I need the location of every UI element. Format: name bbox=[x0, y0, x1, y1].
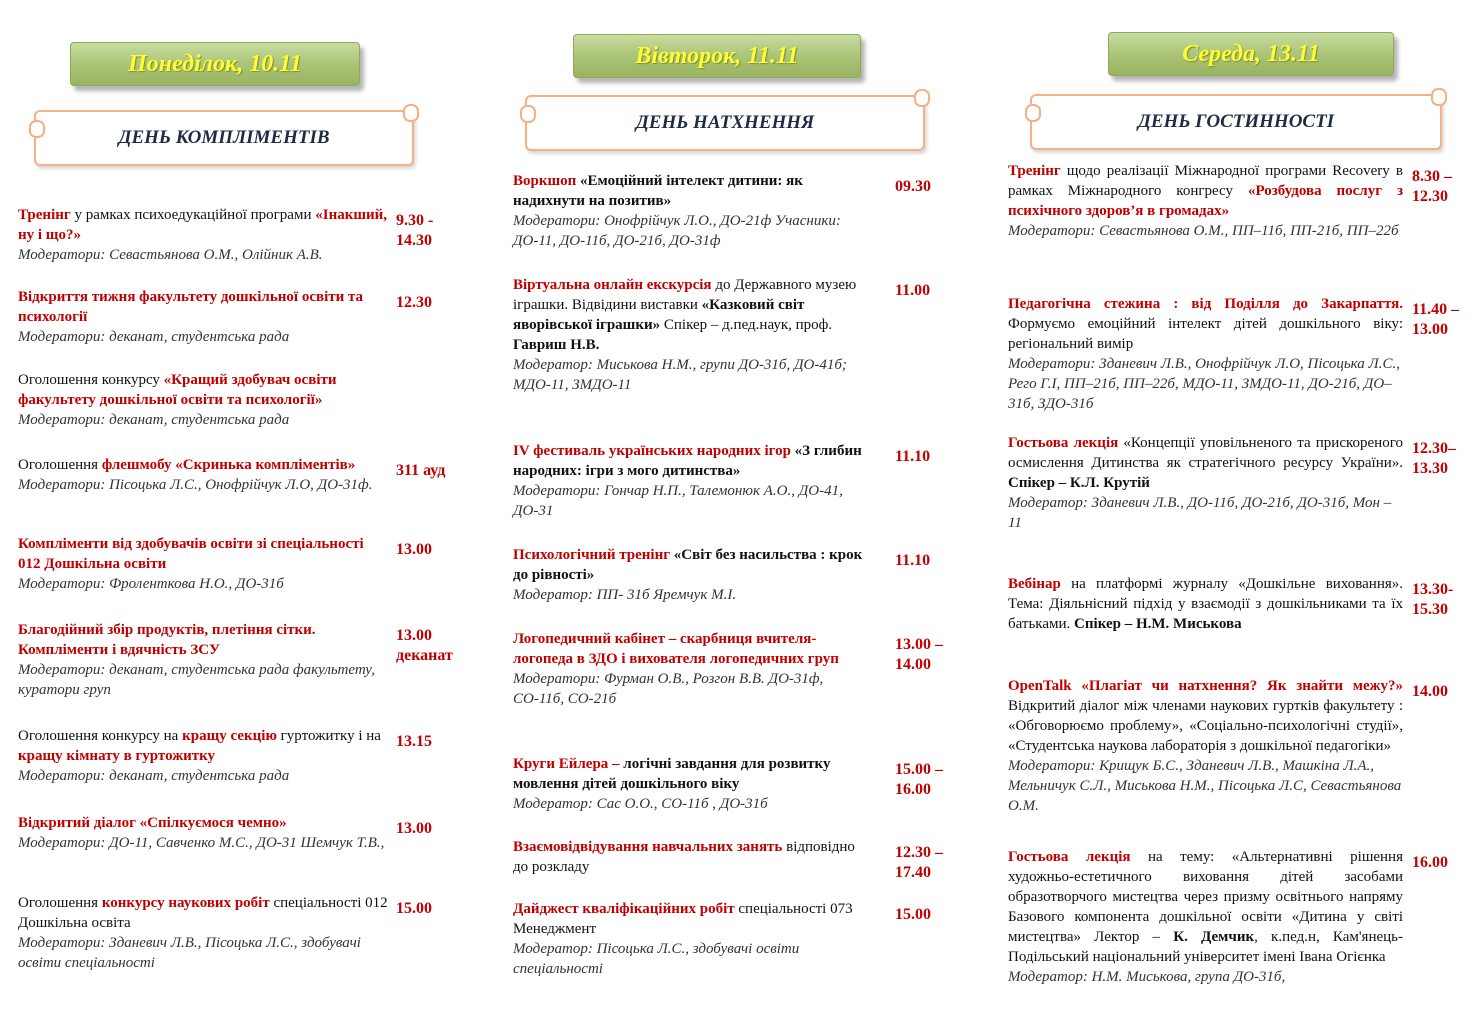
day-column-tuesday bbox=[513, 0, 963, 1034]
event-highlight: Гавриш Н.В. bbox=[513, 337, 600, 353]
event-item bbox=[1008, 433, 1456, 533]
event-time: 13.30- 15.30 bbox=[1412, 581, 1454, 618]
event-highlight: К. Демчик bbox=[1173, 929, 1255, 945]
event-highlight: «Світ без насильства : крок до рівності» bbox=[513, 547, 863, 583]
event-description bbox=[513, 545, 873, 605]
event-time: 12.30 bbox=[396, 294, 432, 311]
event-highlight: «З глибин народних: ігри з мого дитинства» bbox=[513, 443, 862, 479]
event-time: 14.00 bbox=[1412, 683, 1448, 700]
event-highlight: Вебінар bbox=[1008, 576, 1061, 592]
event-moderators: Модератори: Гончар Н.П., Талемонюк А.О., ДО-41, ДО-31 bbox=[513, 483, 843, 519]
event-moderators: Модератор: Сас О.О., СО-11б , ДО-31б bbox=[513, 796, 768, 812]
event-text: у рамках психоедукаційної програми bbox=[70, 207, 316, 223]
event-item bbox=[513, 899, 931, 979]
day-theme-banner: ДЕНЬ ГОСТИННОСТІ bbox=[1030, 94, 1442, 150]
event-description bbox=[18, 455, 388, 495]
day-column-wednesday bbox=[1008, 0, 1470, 1034]
event-highlight: «Кращий здобувач освіти факультету дошкільної освіти та психології» bbox=[18, 372, 337, 408]
event-highlight: флешмобу «Скринька компліментів» bbox=[101, 457, 356, 473]
event-highlight: Тренінг bbox=[18, 207, 71, 223]
event-text: щодо реалізації Міжнародної програми Recovery в рамках Міжнародного конгресу bbox=[1008, 163, 1403, 199]
event-description bbox=[18, 287, 388, 347]
day-column-monday bbox=[18, 0, 470, 1034]
event-highlight: Гостьова лекція bbox=[1008, 435, 1119, 451]
event-item bbox=[513, 754, 943, 814]
day-header: Середа, 13.11 bbox=[1108, 32, 1394, 76]
event-text: спеціальності 012 Дошкільна освіта bbox=[18, 895, 388, 931]
event-time: 13.00 bbox=[396, 820, 432, 837]
event-description bbox=[1008, 847, 1403, 987]
event-text: Спікер – д.пед.наук, проф. bbox=[660, 317, 833, 333]
event-description bbox=[1008, 676, 1403, 816]
event-highlight: Компліменти від здобувачів освіти зі спеціальності 012 Дошкільна освіти bbox=[18, 536, 364, 572]
day-header: Понеділок, 10.11 bbox=[70, 42, 360, 86]
event-time: 12.30 – 17.40 bbox=[895, 844, 943, 881]
event-moderators: Модератори: Севастьянова О.М., ПП–11б, ПП-21б, ПП–22б bbox=[1008, 223, 1399, 239]
event-moderators: Модератори: Зданевич Л.В., Онофрійчук Л.О, Пісоцька Л.С., Рего Г.І, ПП–21б, ПП–22б, МДО-11, ЗМДО-11, ДО-21б, ДО–31б, ЗДО-31б bbox=[1008, 356, 1400, 412]
event-highlight: Відкриття тижня факультету дошкільної освіти та психології bbox=[18, 289, 364, 325]
event-description bbox=[1008, 294, 1403, 414]
event-highlight: Віртуальна онлайн екскурсія bbox=[513, 277, 712, 293]
event-highlight: Логопедичний кабінет – скарбниця вчителя-логопеда в ЗДО і вихователя логопедичних груп bbox=[513, 631, 839, 667]
event-highlight: «Казковий світ яворівської іграшки» bbox=[513, 297, 805, 333]
event-item bbox=[18, 455, 446, 495]
event-description bbox=[1008, 574, 1403, 634]
event-highlight: Відкритий діалог «Спілкуємося чемно» bbox=[18, 815, 287, 831]
event-item bbox=[18, 287, 432, 347]
event-moderators: Модератори: Пісоцька Л.С., Онофрійчук Л.О, ДО-31ф. bbox=[18, 477, 373, 493]
event-item bbox=[18, 726, 432, 786]
event-time: 13.00 деканат bbox=[396, 627, 453, 664]
event-time: 15.00 bbox=[895, 906, 931, 923]
event-moderators: Модератори: ДО-11, Савченко М.С., ДО-31 Шемчук Т.В., bbox=[18, 835, 385, 851]
event-time: 16.00 bbox=[1412, 854, 1448, 871]
event-item bbox=[513, 629, 943, 709]
event-item bbox=[18, 205, 434, 265]
event-moderators: Модератори: деканат, студентська рада bbox=[18, 768, 290, 784]
event-item bbox=[1008, 676, 1448, 816]
event-description bbox=[513, 629, 873, 709]
event-highlight: Круги Ейлера – bbox=[513, 756, 620, 772]
event-description bbox=[1008, 161, 1403, 241]
day-theme-banner: ДЕНЬ КОМПЛІМЕНТІВ bbox=[34, 110, 414, 166]
event-description bbox=[513, 275, 873, 395]
event-moderators: Модератор: Н.М. Миськова, група ДО-31б, bbox=[1008, 969, 1286, 985]
event-time: 11.00 bbox=[895, 282, 931, 299]
event-item bbox=[513, 171, 931, 251]
event-highlight: конкурсу наукових робіт bbox=[101, 895, 270, 911]
event-description bbox=[18, 620, 388, 700]
event-description bbox=[513, 754, 873, 814]
event-description bbox=[1008, 433, 1403, 533]
event-highlight: Педагогічна стежина : від Поділля до Закарпаття. bbox=[1008, 296, 1403, 312]
event-moderators: Модератори: деканат, студентська рада факультету, куратори груп bbox=[18, 662, 375, 698]
event-moderators: Модератор: ПП- 31б Яремчук М.І. bbox=[513, 587, 737, 603]
event-text: , к.пед.н, Кам'янець-Подільський національний університет імені Івана Огієнка bbox=[1008, 929, 1403, 965]
event-description bbox=[18, 370, 388, 430]
day-header: Вівторок, 11.11 bbox=[573, 34, 861, 78]
event-item bbox=[18, 370, 388, 430]
event-text: Формуємо емоційний інтелект дітей дошкільного віку: регіональний вимір bbox=[1008, 316, 1403, 352]
event-item bbox=[18, 620, 453, 700]
event-text: відповідно до розкладу bbox=[513, 839, 855, 875]
event-item bbox=[1008, 847, 1448, 987]
event-time: 9.30 - 14.30 bbox=[396, 212, 434, 249]
event-description bbox=[18, 726, 388, 786]
event-moderators: Модератор: Миськова Н.М., групи ДО-31б, ДО-41б; МДО-11, ЗМДО-11 bbox=[513, 357, 847, 393]
event-description bbox=[513, 171, 873, 251]
event-highlight: Благодійний збір продуктів, плетіння сітки. Компліменти і вдячність ЗСУ bbox=[18, 622, 316, 658]
event-highlight: кращу секцію bbox=[182, 728, 277, 744]
event-moderators: Модератори: Онофрійчук Л.О., ДО-21ф Учасники: ДО-11, ДО-11б, ДО-21б, ДО-31ф bbox=[513, 213, 841, 249]
event-description bbox=[18, 205, 388, 265]
event-text: Оголошення конкурсу bbox=[18, 372, 164, 388]
event-item bbox=[1008, 574, 1454, 634]
event-moderators: Модератори: Фроленткова Н.О., ДО-31б bbox=[18, 576, 284, 592]
event-item bbox=[513, 837, 943, 881]
event-item bbox=[18, 893, 432, 973]
event-highlight: «Розбудова послуг з психічного здоров’я в громадах» bbox=[1008, 183, 1404, 219]
event-text: на тему: «Альтернативні рішення художньо-естетичного виховання дітей засобами образотворчого мистецтва через призму освітнього напряму Базового компонента дошкільної освіти «Дитина у світі мистецтва» Лектор – bbox=[1008, 849, 1403, 945]
event-time: 11.40 – 13.00 bbox=[1412, 301, 1460, 338]
event-moderators: Модератор: Пісоцька Л.С., здобувачі освіти спеціальності bbox=[513, 941, 800, 977]
event-highlight: Дайджест кваліфікаційних робіт bbox=[513, 901, 735, 917]
event-text: Оголошення bbox=[18, 895, 102, 911]
event-highlight: Психологічний тренінг bbox=[513, 547, 671, 563]
event-description bbox=[18, 893, 388, 973]
event-highlight: логічні завдання для розвитку мовлення дітей дошкільного віку bbox=[513, 756, 831, 792]
event-time: 13.00 bbox=[396, 541, 432, 558]
event-text: Відкритий діалог між членами наукових гуртків факультету : «Обговорюємо проблему», «Соціально-психологічні студії», «Студентська наукова лабораторія з дошкільної педагогіки» bbox=[1008, 698, 1403, 754]
event-text: «Концепції уповільненого та прискореного осмислення Дитинства як стратегічного ресурсу України». bbox=[1008, 435, 1403, 471]
event-moderators: Модератори: Зданевич Л.В., Пісоцька Л.С., здобувачі освіти спеціальності bbox=[18, 935, 361, 971]
event-text: спеціальності 073 Менеджмент bbox=[513, 901, 853, 937]
event-moderators: Модератори: Крищук Б.С., Зданевич Л.В., Машкіна Л.А., Мельничук С.Л., Миськова Н.М., Пісоцька Л.С, Севастьянова О.М. bbox=[1008, 758, 1402, 814]
event-item bbox=[18, 813, 432, 853]
event-highlight: Спікер – Н.М. Миськова bbox=[1070, 616, 1242, 632]
event-highlight: кращу кімнату в гуртожитку bbox=[18, 748, 216, 764]
event-text: Оголошення конкурсу на bbox=[18, 728, 183, 744]
event-time: 15.00 – 16.00 bbox=[895, 761, 943, 798]
event-moderators: Модератори: Фурман О.В., Розгон В.В. ДО-31ф, СО-11б, СО-21б bbox=[513, 671, 824, 707]
event-text: до Державного музею іграшки. Відвідини виставки bbox=[513, 277, 857, 313]
day-theme-banner: ДЕНЬ НАТХНЕННЯ bbox=[525, 95, 925, 151]
event-time: 13.00 – 14.00 bbox=[895, 636, 943, 673]
event-highlight: Гостьова лекція bbox=[1008, 849, 1131, 865]
event-highlight: «Емоційний інтелект дитини: як надихнути на позитив» bbox=[513, 173, 803, 209]
event-highlight: Тренінг bbox=[1008, 163, 1061, 179]
event-highlight: «Інакший, ну і що?» bbox=[18, 207, 388, 243]
event-text: гуртожитку і на bbox=[276, 728, 381, 744]
event-text: Оголошення bbox=[18, 457, 102, 473]
event-highlight: Спікер – К.Л. Крутій bbox=[1008, 475, 1150, 491]
event-description bbox=[18, 813, 388, 853]
event-time: 13.15 bbox=[396, 733, 432, 750]
event-time: 09.30 bbox=[895, 178, 931, 195]
event-description bbox=[513, 837, 873, 877]
event-item bbox=[513, 545, 931, 605]
event-time: 8.30 – 12.30 bbox=[1412, 168, 1452, 205]
event-time: 311 ауд bbox=[396, 462, 446, 479]
event-description bbox=[513, 441, 873, 521]
event-highlight: OpenTalk «Плагіат чи натхнення? Як знайти межу?» bbox=[1008, 678, 1403, 694]
event-moderators: Модератори: Севастьянова О.М., Олійник А.В. bbox=[18, 247, 323, 263]
event-item bbox=[1008, 294, 1460, 414]
event-description bbox=[513, 899, 873, 979]
event-moderators: Модератори: деканат, студентська рада bbox=[18, 329, 290, 345]
event-time: 11.10 bbox=[895, 552, 931, 569]
event-item bbox=[513, 441, 931, 521]
event-time: 12.30– 13.30 bbox=[1412, 440, 1456, 477]
event-moderators: Модератори: деканат, студентська рада bbox=[18, 412, 290, 428]
event-description bbox=[18, 534, 388, 594]
event-item bbox=[18, 534, 432, 594]
event-time: 15.00 bbox=[396, 900, 432, 917]
event-highlight: Взаємовідвідування навчальних занять bbox=[513, 839, 783, 855]
event-highlight: IV фестиваль українських народних ігор bbox=[513, 443, 791, 459]
event-highlight: Воркшоп bbox=[513, 173, 577, 189]
event-moderators: Модератор: Зданевич Л.В., ДО-11б, ДО-21б, ДО-31б, Мон – 11 bbox=[1008, 495, 1392, 531]
event-item bbox=[513, 275, 931, 395]
event-item bbox=[1008, 161, 1452, 241]
event-text: на платформі журналу «Дошкільне виховання». Тема: Діяльнісний підхід у взаємодії з дошкільниками та їх батьками. bbox=[1008, 576, 1403, 632]
event-time: 11.10 bbox=[895, 448, 931, 465]
